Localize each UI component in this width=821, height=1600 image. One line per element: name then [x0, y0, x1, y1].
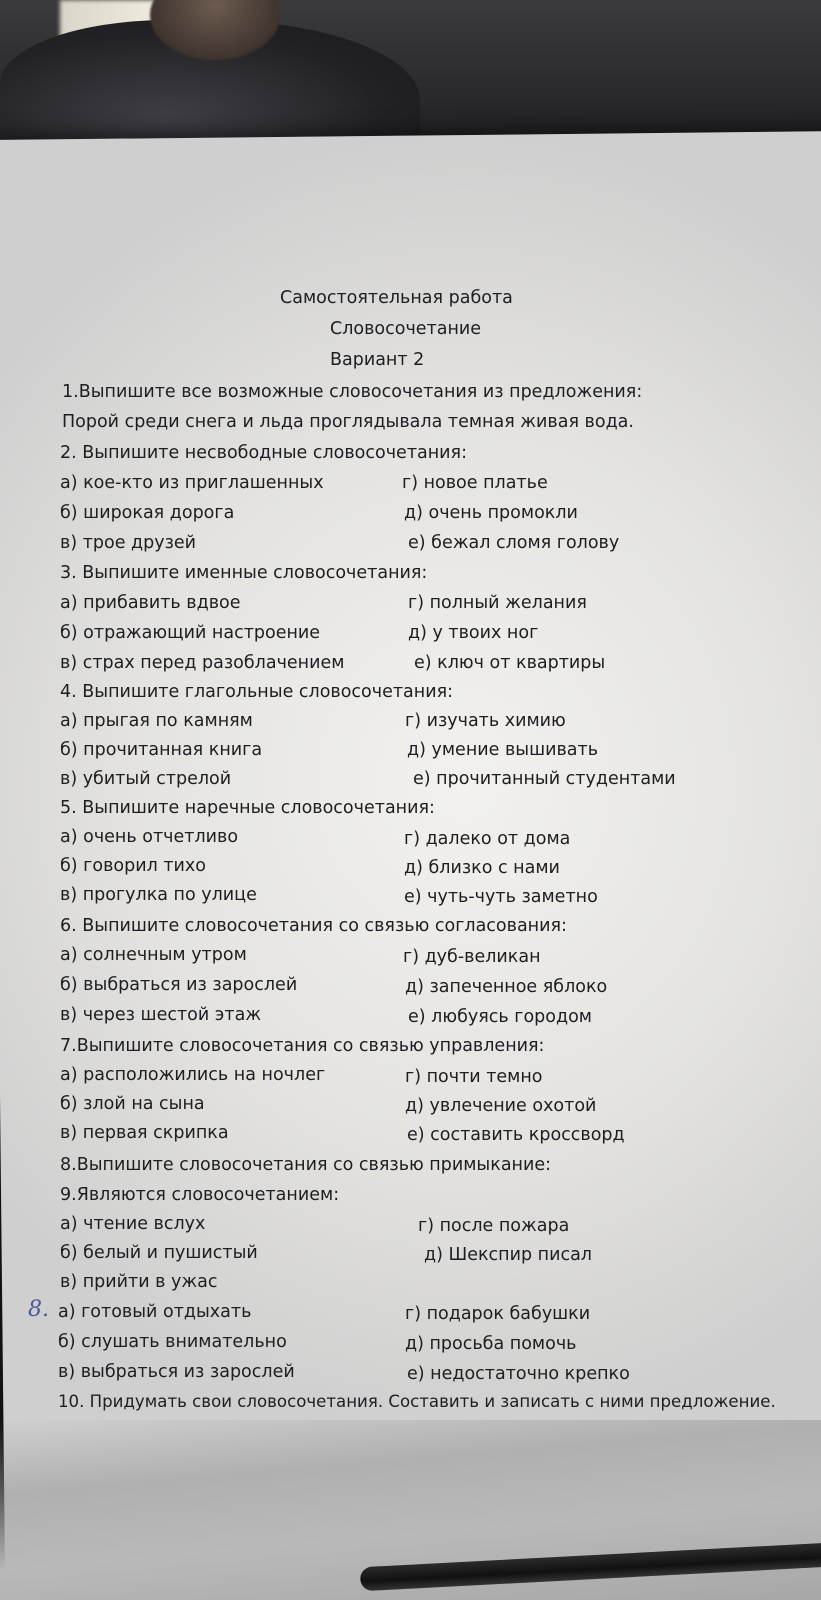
- task-5-option-f: е) чуть-чуть заметно: [404, 887, 598, 907]
- task-4-option-e: д) умение вышивать: [407, 740, 599, 760]
- task-8-question: 8.Выпишите словосочетания со связью примыкание:: [60, 1155, 552, 1175]
- task-5-option-d: г) далеко от дома: [404, 829, 571, 849]
- task-2-option-f: е) бежал сломя голову: [408, 533, 620, 553]
- task-7-option-a: а) расположились на ночлег: [60, 1065, 326, 1085]
- task-4-option-f: е) прочитанный студентами: [413, 769, 676, 789]
- task-9b-option-a: а) готовый отдыхать: [58, 1302, 252, 1322]
- task-5-option-b: б) говорил тихо: [60, 856, 206, 876]
- task-4-option-b: б) прочитанная книга: [60, 740, 263, 760]
- task-9b-option-f: е) недостаточно крепко: [407, 1364, 630, 1384]
- task-3-option-f: е) ключ от квартиры: [414, 653, 606, 673]
- task-4-option-c: в) убитый стрелой: [60, 769, 232, 789]
- task-6-option-b: б) выбраться из зарослей: [60, 975, 298, 995]
- task-9b-option-d: г) подарок бабушки: [405, 1304, 591, 1324]
- task-3-option-b: б) отражающий настроение: [60, 623, 321, 643]
- task-1-question: 1.Выпишите все возможные словосочетания из предложения:: [62, 382, 643, 402]
- task-5-option-a: а) очень отчетливо: [60, 827, 239, 847]
- task-7-option-e: д) увлечение охотой: [405, 1096, 597, 1116]
- task-7-option-f: е) составить кроссворд: [407, 1125, 625, 1145]
- task-5-question: 5. Выпишите наречные словосочетания:: [60, 798, 435, 818]
- task-2-option-c: в) трое друзей: [60, 533, 197, 553]
- task-9-option-b: б) белый и пушистый: [60, 1243, 258, 1263]
- task-7-option-d: г) почти темно: [405, 1067, 543, 1087]
- task-3-option-d: г) полный желания: [408, 593, 587, 613]
- task-1-sentence: Порой среди снега и льда проглядывала темная живая вода.: [62, 412, 634, 432]
- task-9-option-e: д) Шекспир писал: [424, 1245, 592, 1265]
- task-9-option-a: а) чтение вслух: [60, 1214, 206, 1234]
- task-6-question: 6. Выпишите словосочетания со связью согласования:: [60, 916, 567, 936]
- task-7-option-b: б) злой на сына: [60, 1094, 205, 1114]
- task-4-option-d: г) изучать химию: [405, 711, 566, 731]
- task-2-option-e: д) очень промокли: [404, 503, 578, 523]
- task-6-option-c: в) через шестой этаж: [60, 1005, 262, 1025]
- task-6-option-e: д) запеченное яблоко: [405, 977, 608, 997]
- worksheet-topic: Словосочетание: [330, 319, 482, 339]
- task-6-option-f: е) любуясь городом: [408, 1007, 592, 1027]
- task-6-option-d: г) дуб-великан: [403, 947, 541, 967]
- task-2-question: 2. Выпишите несвободные словосочетания:: [60, 443, 467, 463]
- task-3-question: 3. Выпишите именные словосочетания:: [60, 563, 428, 583]
- task-9b-option-c: в) выбраться из зарослей: [58, 1362, 295, 1382]
- task-2-option-b: б) широкая дорога: [60, 503, 235, 523]
- task-3-option-a: а) прибавить вдвое: [60, 593, 241, 613]
- task-9b-option-e: д) просьба помочь: [405, 1334, 577, 1354]
- task-10-question: 10. Придумать свои словосочетания. Составить и записать с ними предложение.: [58, 1392, 776, 1411]
- worksheet-variant: Вариант 2: [330, 350, 425, 370]
- task-5-option-c: в) прогулка по улице: [60, 885, 257, 905]
- task-7-option-c: в) первая скрипка: [60, 1123, 229, 1143]
- task-9-option-c: в) прийти в ужас: [60, 1272, 218, 1292]
- handwritten-mark: 8.: [28, 1297, 49, 1322]
- task-3-option-e: д) у твоих ног: [408, 623, 539, 643]
- task-9-question: 9.Являются словосочетанием:: [60, 1185, 340, 1205]
- task-4-option-a: а) прыгая по камням: [60, 711, 253, 731]
- task-6-option-a: а) солнечным утром: [60, 945, 247, 965]
- task-2-option-d: г) новое платье: [402, 473, 548, 493]
- task-9-option-d: г) после пожара: [418, 1216, 570, 1236]
- task-3-option-c: в) страх перед разоблачением: [60, 653, 345, 673]
- task-7-question: 7.Выпишите словосочетания со связью управления:: [60, 1036, 545, 1056]
- task-2-option-a: а) кое-кто из приглашенных: [60, 473, 324, 493]
- task-4-question: 4. Выпишите глагольные словосочетания:: [60, 682, 454, 702]
- task-9b-option-b: б) слушать внимательно: [58, 1332, 287, 1352]
- task-5-option-e: д) близко с нами: [404, 858, 560, 878]
- worksheet-title: Самостоятельная работа: [280, 288, 513, 308]
